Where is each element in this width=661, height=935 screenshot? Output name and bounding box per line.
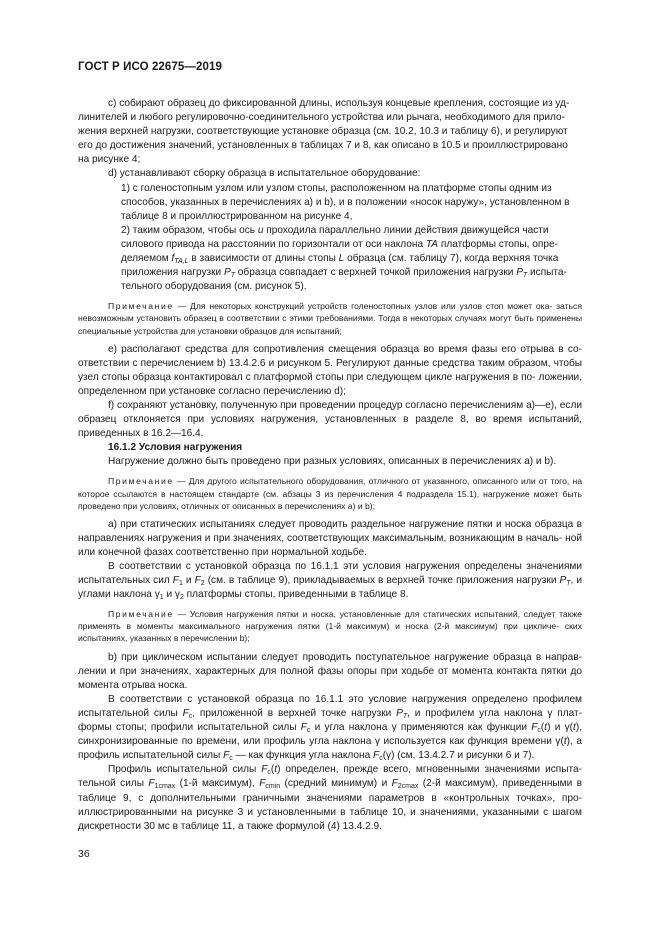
item-d2: [121, 224, 582, 294]
item-d2-line: приложения нагрузки $P_T$ образца совпадает с верхней точкой приложения нагрузки $P_T$ испыта-: [121, 267, 567, 280]
item-c-line: его до достижения значений, установленных в таблицах 7 и 8, как описано в 10.5 и проиллюстрировано: [78, 140, 568, 152]
item-a-static: а) при статических испытаниях следует проводить раздельное нагружение пятки и носка образца в направлениях нагружения и при значениях, соответствующих максимальным, возникающим в началь- ной или конечной фазах соответственно при нормальной ходьбе.: [78, 518, 582, 558]
item-d1-line: таблице 8 и проиллюстрированном на рисунке 4,: [121, 210, 353, 222]
item-d2-line: деляемом $f_{TA,L}$ в зависимости от длины стопы L образца (см. таблицу 7), когда верхняя точка: [121, 253, 559, 266]
item-f: f) сохраняют установку, полученную при проведении процедур согласно перечислениям а)—е), если образец отклоняется при условиях нагружения, установленных в разделе 8, во время испытаний, приведенных в 16.2—16.4.: [78, 399, 582, 440]
item-d1: [121, 182, 582, 224]
page-number: 36: [78, 848, 90, 860]
note-1: Примечание — Для некоторых конструкций устройств голеностопных узлов или узлов стоп может ока- заться невозможным установить образец в соответствии с этими требованиями. Тогда в некоторых случаях могут быть применены специальные устройства для установки образцов для испытаний;: [78, 301, 582, 336]
item-d2-line: 2) таким образом, чтобы ось u проходила параллельно линии действия движущейся части: [121, 224, 549, 236]
page-body: [78, 97, 582, 834]
item-d: d) устанавливают сборку образца в испытательное оборудование:: [108, 168, 421, 180]
cyclic-conditions-paragraph: В соответствии с установкой образца по 16.1.1 это условие нагружения определено профилем испытательной силы $F_c$, приложенной в верхней точке нагрузки $P_T$, и профилем угла наклона γ плат- формы стопы; профили испытательной силы $F_c$ и угла наклона γ применяются как функции $F_c(t)$ и γ(t), синхронизированные по времени, или профиль угла наклона γ используется как функция времени γ(t), а профиль испытательной силы $F_c$ — как функция угла наклона $F_c(\gamma)$ (см. 13.4.2.7 и рисунки 6 и 7).: [78, 693, 582, 763]
item-c-line: на рисунке 4;: [78, 154, 141, 166]
item-c-line: жения верхней нагрузки, соответствующие установке образца (см. 10.2, 10.3 и таблицу 6), и регулируют: [78, 126, 568, 138]
note-3: Примечание — Условия нагружения пятки и носка, установленные для статических испытаний, следует также применять в моменты максимального нагружения пятки (1-й максимум) и носка (2-й максимум) при цикличе- ских испытаниях, указанных в перечислении b);: [78, 609, 582, 644]
item-c-line: линителей и любого регулировочно-соединительного устройства или рычага, необходимого для прило-: [78, 112, 565, 124]
item-c-line: c) собирают образец до фиксированной длины, используя концевые крепления, состоящие из уд-: [108, 98, 570, 109]
section-heading-16-1-2: 16.1.2 Условия нагружения: [108, 442, 243, 454]
note-2: Примечание — Для другого испытательного оборудования, отличного от указанного, описанного или от того, на которое ссылаются в настоящем стандарте (см. абзацы 3 из перечисления 4 подраздела 15.1), нагружение может быть проведено при условиях, отличных от описанных в перечислениях а) и b);: [78, 476, 582, 511]
static-conditions-paragraph: В соответствии с установкой образца по 16.1.1 эти условия нагружения определены значениями испытательных сил $F_1$ и $F_2$ (см. в таблице 9), прикладываемых в верхней точке приложения нагрузки $P_T$, и углами наклона $\gamma_1$ и $\gamma_2$ платформы стопы, приведенными в таблице 8.: [78, 561, 583, 602]
document-header: ГОСТ Р ИСО 22675—2019: [78, 61, 223, 73]
item-d1-line: способов, указанных в перечислениях а) и b), и в положении «носок наружу», установленном в: [121, 196, 570, 208]
loading-paragraph: Нагружение должно быть проведено при разных условиях, описанных в перечислениях а) и b).: [108, 456, 557, 468]
item-d2-line: тельного оборудования (см. рисунок 5).: [121, 281, 307, 293]
force-profile-paragraph: Профиль испытательной силы $F_c(t)$ определен, прежде всего, мгновенными значениями испыта- тельной силы $F_{1cmax}$ (1-й максимум), $F_{cmin}$ (средний минимум) и $F_{2cmax}$ (2-й максимум), приведенными в таблице 9, с дополнительными граничными значениями параметров в «контрольных точках», про- иллюстрированными на рисунке 3 и установленными в таблице 10, и значениями, указанными с шагом дискретности 30 мс в таблице 11, а также формулой (4) 13.4.2.9.: [78, 764, 583, 832]
item-d1-line: 1) с голеностопным узлом или узлом стопы, расположенном на платформе стопы одним из: [121, 182, 552, 194]
item-c: [78, 97, 582, 167]
item-e: e) располагают средства для сопротивления смещения образца во время фазы его отрыва в со- ответствии с перечислением b) 13.4.2.6 и рисунком 5. Регулируют данные средства таким образом, чтобы узел стопы образца контактировал с платформой стопы при следующем цикле нагружения в по- ложении, определенном при установке согласно перечислению d);: [78, 343, 582, 397]
item-d2-line: силового привода на расстоянии по горизонтали от оси наклона TA платформы стопы, опре-: [121, 238, 558, 250]
item-b-cyclic: b) при циклическом испытании следует проводить поступательное нагружение образца в направ- лении и при значениях, характерных для полной фазы опоры при ходьбе от момента контакта пятки до момента отрыва носка.: [78, 651, 582, 691]
